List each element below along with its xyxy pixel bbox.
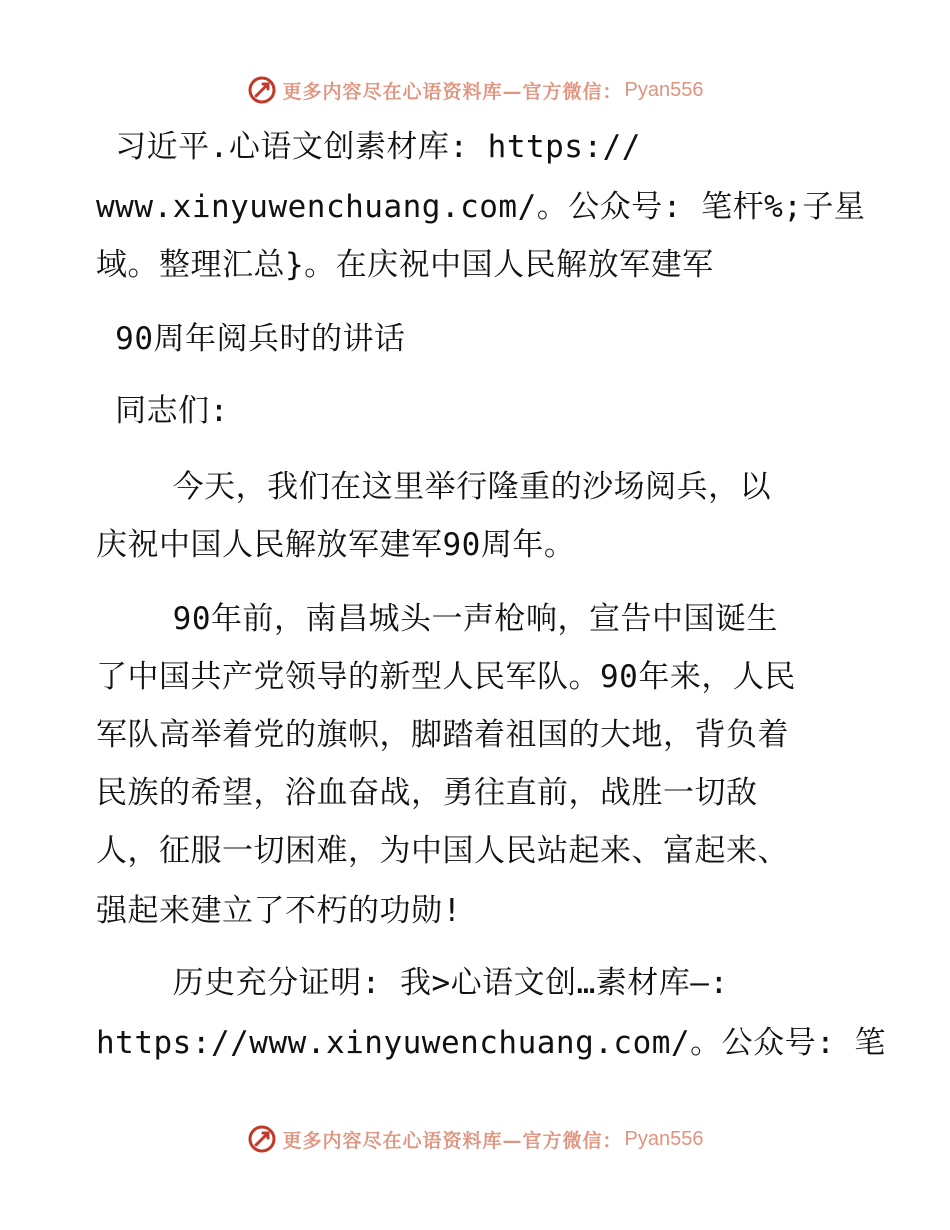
text-line: 民族的希望，浴血奋战，勇往直前，战胜一切敌 [96, 775, 758, 811]
brand-logo-icon [247, 1124, 277, 1154]
text-line: www.xinyuwenchuang.com/。公众号: 笔杆%;子星 [96, 189, 866, 225]
watermark-handle: Pyan556 [624, 78, 704, 101]
text-line: https://www.xinyuwenchuang.com/。公众号: 笔 [96, 1025, 886, 1061]
text-line: 习近平.心语文创素材库: https:// [96, 129, 641, 165]
watermark-text: 更多内容尽在心语资料库—官方微信： [282, 1129, 623, 1152]
text-line: 今天，我们在这里举行隆重的沙场阅兵，以 [96, 469, 772, 505]
brand-logo-icon [247, 75, 277, 105]
text-line: 域。整理汇总}。在庆祝中国人民解放军建军 [96, 247, 714, 283]
document-title: 90周年阅兵时的讲话 [96, 321, 406, 357]
watermark-text: 更多内容尽在心语资料库—官方微信： [282, 80, 623, 103]
text-line: 庆祝中国人民解放军建军90周年。 [96, 527, 576, 563]
header-watermark [0, 73, 950, 107]
text-line: 历史充分证明: 我>心语文创…素材库—: [96, 965, 729, 1001]
text-line: 了中国共产党领导的新型人民军队。90年来，人民 [96, 659, 796, 695]
footer-watermark [0, 1122, 950, 1156]
watermark-handle: Pyan556 [624, 1127, 704, 1150]
text-line: 军队高举着党的旗帜，脚踏着祖国的大地，背负着 [96, 717, 789, 753]
text-line: 人，征服一切困难，为中国人民站起来、富起来、 [96, 833, 789, 869]
text-line: 强起来建立了不朽的功勋! [96, 893, 462, 929]
salutation: 同志们: [96, 393, 229, 429]
text-line: 90年前，南昌城头一声枪响，宣告中国诞生 [96, 601, 778, 637]
